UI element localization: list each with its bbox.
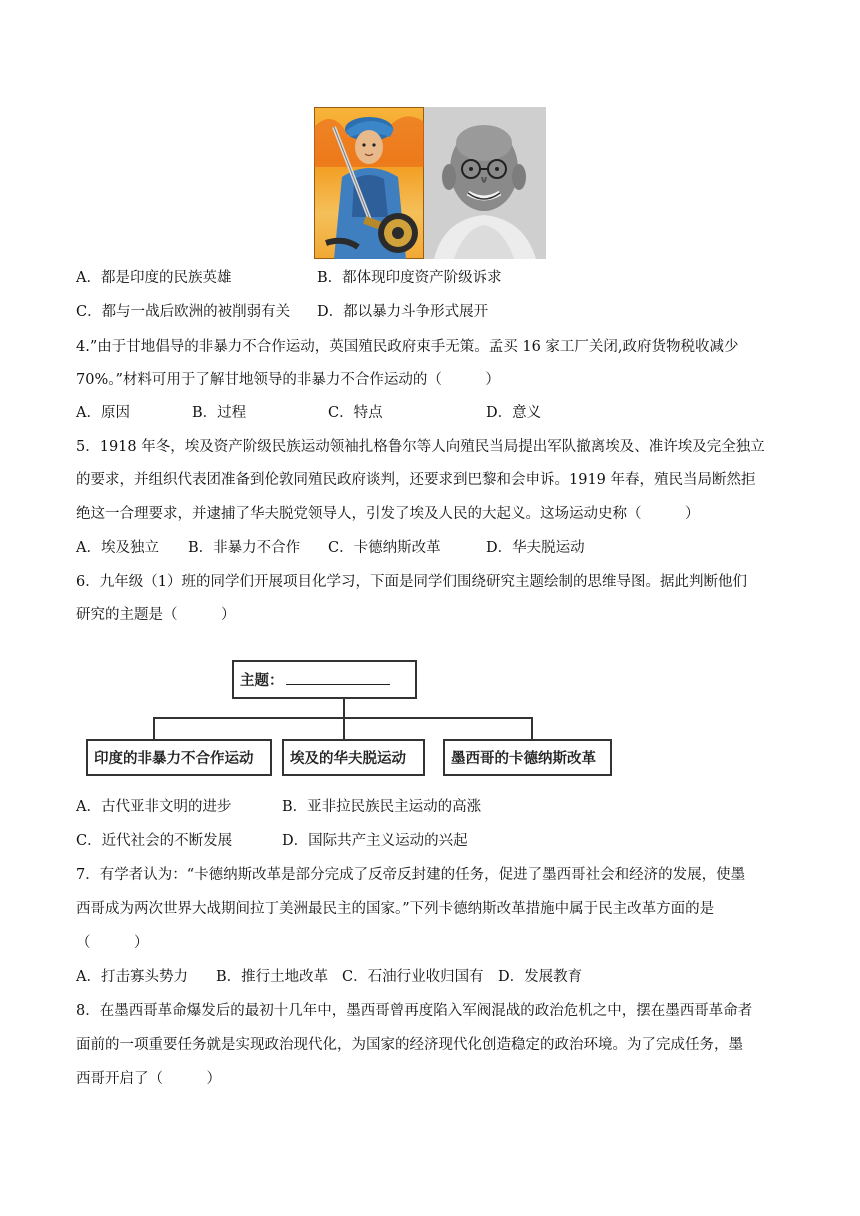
mindmap-branch-india	[86, 739, 272, 776]
q8-stem-line1: 8．在墨西哥革命爆发后的最初十几年中，墨西哥曾再度陷入军阀混战的政治危机之中，摆在墨西哥革命者	[76, 1003, 753, 1019]
mindmap-branch-mexico	[443, 739, 612, 776]
mindmap-connector-left	[153, 717, 155, 739]
q4-option-b: B．过程	[192, 405, 247, 421]
q7-option-a: A．打击寡头势力	[76, 969, 188, 985]
q6-option-a: A．古代亚非文明的进步	[76, 799, 232, 815]
q8-stem-line3: 西哥开启了（ ）	[76, 1071, 221, 1087]
warrior-queen-portrait	[314, 107, 424, 259]
q4-option-d: D．意义	[486, 405, 542, 421]
warrior-queen-illustration	[314, 107, 424, 259]
mindmap-topic-box	[232, 660, 417, 699]
q3-option-c: C．都与一战后欧洲的被削弱有关	[76, 304, 291, 320]
q4-stem-line1: 4.”由于甘地倡导的非暴力不合作运动，英国殖民政府束手无策。孟买 16 家工厂关闭,政府货物税收减少	[76, 339, 739, 355]
q6-options-row1	[76, 797, 482, 817]
q6-options-row2	[76, 831, 468, 851]
q5-stem-line3: 绝这一合理要求，并逮捕了华夫脱党领导人，引发了埃及人民的大起义。这场运动史称（ ）	[76, 506, 700, 522]
q7-stem-line2: 西哥成为两次世界大战期间拉丁美洲最民主的国家。”下列卡德纳斯改革措施中属于民主改革方面的是	[76, 901, 715, 917]
mindmap-topic-blank	[286, 684, 390, 685]
q7-stem-line1: 7．有学者认为：“卡德纳斯改革是部分完成了反帝反封建的任务，促进了墨西哥社会和经济的发展，使墨	[76, 867, 746, 883]
q7-options	[76, 967, 583, 987]
gandhi-portrait	[424, 107, 546, 259]
q7-stem-line3: （ ）	[76, 935, 149, 951]
q6-option-b: B．亚非拉民族民主运动的高涨	[282, 799, 482, 815]
q5-option-a: A．埃及独立	[76, 540, 159, 556]
q3-options-row2	[76, 302, 489, 322]
mindmap-branch-india-label: 印度的非暴力不合作运动	[94, 751, 254, 767]
q6-stem-line1: 6．九年级（1）班的同学们开展项目化学习，下面是同学们围绕研究主题绘制的思维导图。据此判断他们	[76, 574, 747, 590]
q4-options	[76, 403, 542, 423]
q5-option-c: C．卡德纳斯改革	[328, 540, 441, 556]
q5-stem-line1: 5．1918 年冬，埃及资产阶级民族运动领袖扎格鲁尔等人向殖民当局提出军队撤离埃及、准许埃及完全独立	[76, 439, 765, 455]
q4-option-a: A．原因	[76, 405, 130, 421]
q3-option-d: D．都以暴力斗争形式展开	[317, 304, 489, 320]
q3-option-b: B．都体现印度资产阶级诉求	[317, 270, 502, 286]
q7-option-c: C．石油行业收归国有	[342, 969, 484, 985]
q8-stem-line2: 面前的一项重要任务就是实现政治现代化，为国家的经济现代化创造稳定的政治环境。为了完成任务，墨	[76, 1037, 743, 1053]
q6-option-d: D．国际共产主义运动的兴起	[282, 833, 468, 849]
mindmap-topic-label: 主题：	[240, 673, 284, 689]
q7-option-b: B．推行土地改革	[216, 969, 329, 985]
q6-option-c: C．近代社会的不断发展	[76, 833, 233, 849]
mindmap-branch-egypt-label: 埃及的华夫脱运动	[290, 751, 406, 767]
q3-option-a: A．都是印度的民族英雄	[76, 270, 232, 286]
mindmap-connector-right	[531, 717, 533, 739]
mindmap-branch-egypt	[282, 739, 425, 776]
mindmap-diagram	[86, 660, 616, 778]
gandhi-photo-illustration	[424, 107, 546, 259]
q6-stem-line2: 研究的主题是（ ）	[76, 607, 236, 623]
q4-stem-line2: 70%。”材料可用于了解甘地领导的非暴力不合作运动的（ ）	[76, 372, 500, 388]
q5-option-b: B．非暴力不合作	[188, 540, 301, 556]
mindmap-connector-middle	[343, 717, 345, 739]
question-images	[314, 107, 546, 259]
q5-stem-line2: 的要求，并组织代表团准备到伦敦同殖民政府谈判，还要求到巴黎和会申诉。1919 年春，殖民当局断然拒	[76, 472, 756, 488]
mindmap-branch-mexico-label: 墨西哥的卡德纳斯改革	[451, 751, 596, 767]
q5-options	[76, 538, 585, 558]
q4-option-c: C．特点	[328, 405, 383, 421]
q3-options-row1	[76, 268, 502, 288]
q7-option-d: D．发展教育	[498, 969, 583, 985]
q5-option-d: D．华夫脱运动	[486, 540, 585, 556]
mindmap-connector-trunk	[343, 699, 345, 718]
